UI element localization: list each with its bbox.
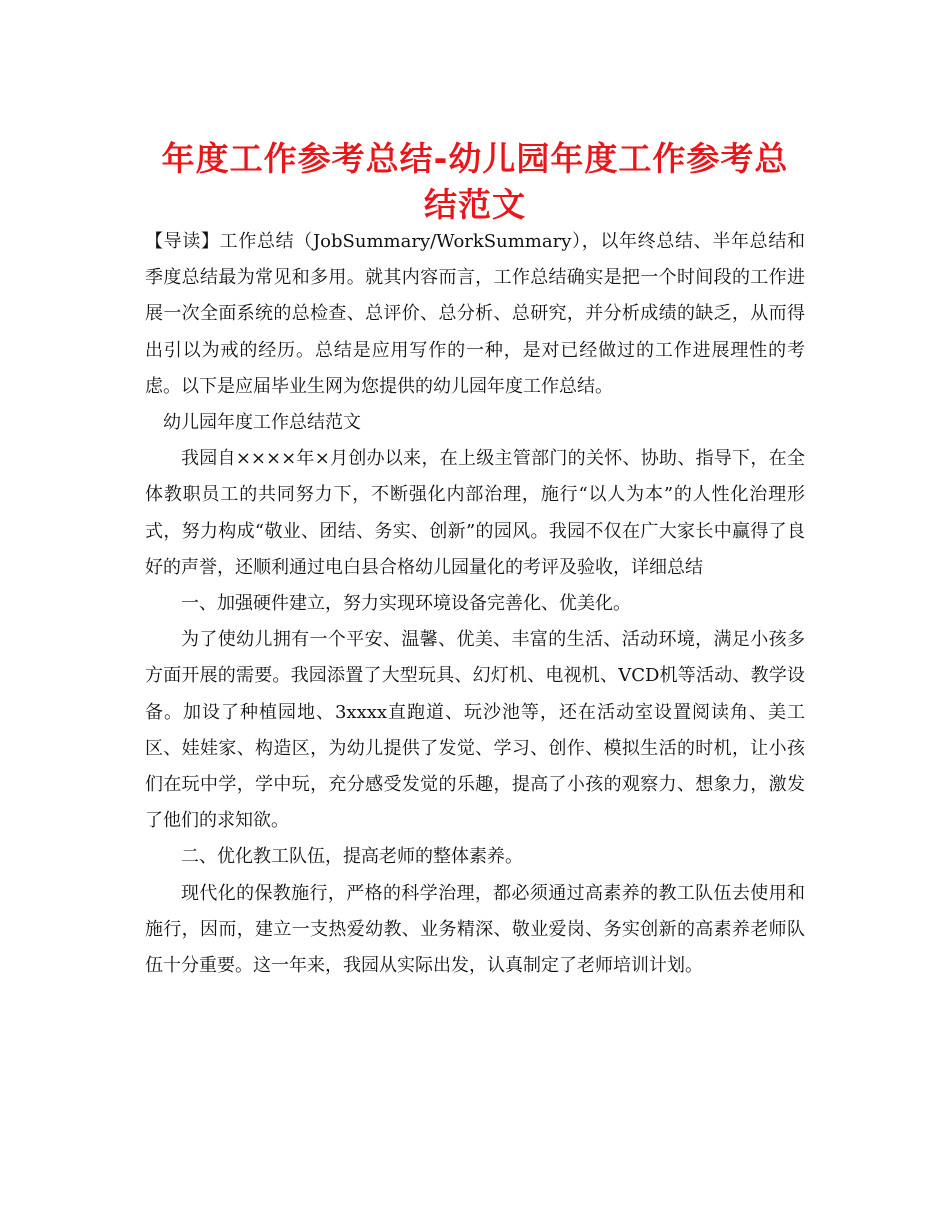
subsection-heading: 一、加强硬件建立，努力实现环境设备完善化、优美化。: [181, 593, 631, 615]
body-paragraph: 为了使幼儿拥有一个平安、温馨、优美、丰富的生活、活动环境，满足小孩多方面开展的需要。我园添置了大型玩具、幻灯机、电视机、VCD机等活动、教学设备。加设了种植园地、3xxxx直跑道、玩沙池等，还在活动室设置阅读角、美工区、娃娃家、构造区，为幼儿提供了发觉、学习、创作、模拟生活的时机，让小孩们在玩中学，学中玩，充分感受发觉的乐趣，提高了小孩的观察力、想象力，激发了他们的求知欲。: [145, 629, 805, 832]
subsection-heading: 二、优化教工队伍，提高老师的整体素养。: [181, 846, 523, 868]
document-title: 年度工作参考总结-幼儿园年度工作参考总结范文: [161, 139, 789, 224]
document-body: [145, 224, 805, 984]
body-paragraph: 现代化的保教施行，严格的科学治理，都必须通过高素养的教工队伍去使用和施行，因而，建立一支热爱幼教、业务精深、敬业爱岗、务实创新的高素养老师队伍十分重要。这一年来，我园从实际出发，认真制定了老师培训计划。: [145, 882, 805, 977]
intro-paragraph: 【导读】工作总结（JobSummary/WorkSummary），以年终总结、半年总结和季度总结最为常见和多用。就其内容而言，工作总结确实是把一个时间段的工作进展一次全面系统的总检查、总评价、总分析、总研究，并分析成绩的缺乏，从而得出引以为戒的经历。总结是应用写作的一种，是对已经做过的工作进展理性的考虑。以下是应届毕业生网为您提供的幼儿园年度工作总结。: [145, 231, 805, 397]
body-paragraph: 我园自××××年×月创办以来，在上级主管部门的关怀、协助、指导下，在全体教职员工的共同努力下，不断强化内部治理，施行“以人为本”的人性化治理形式，努力构成“敬业、团结、务实、创新”的园风。我园不仅在广大家长中赢得了良好的声誉，还顺利通过电白县合格幼儿园量化的考评及验收，详细总结: [145, 448, 805, 578]
section-heading: 幼儿园年度工作总结范文: [163, 412, 361, 434]
